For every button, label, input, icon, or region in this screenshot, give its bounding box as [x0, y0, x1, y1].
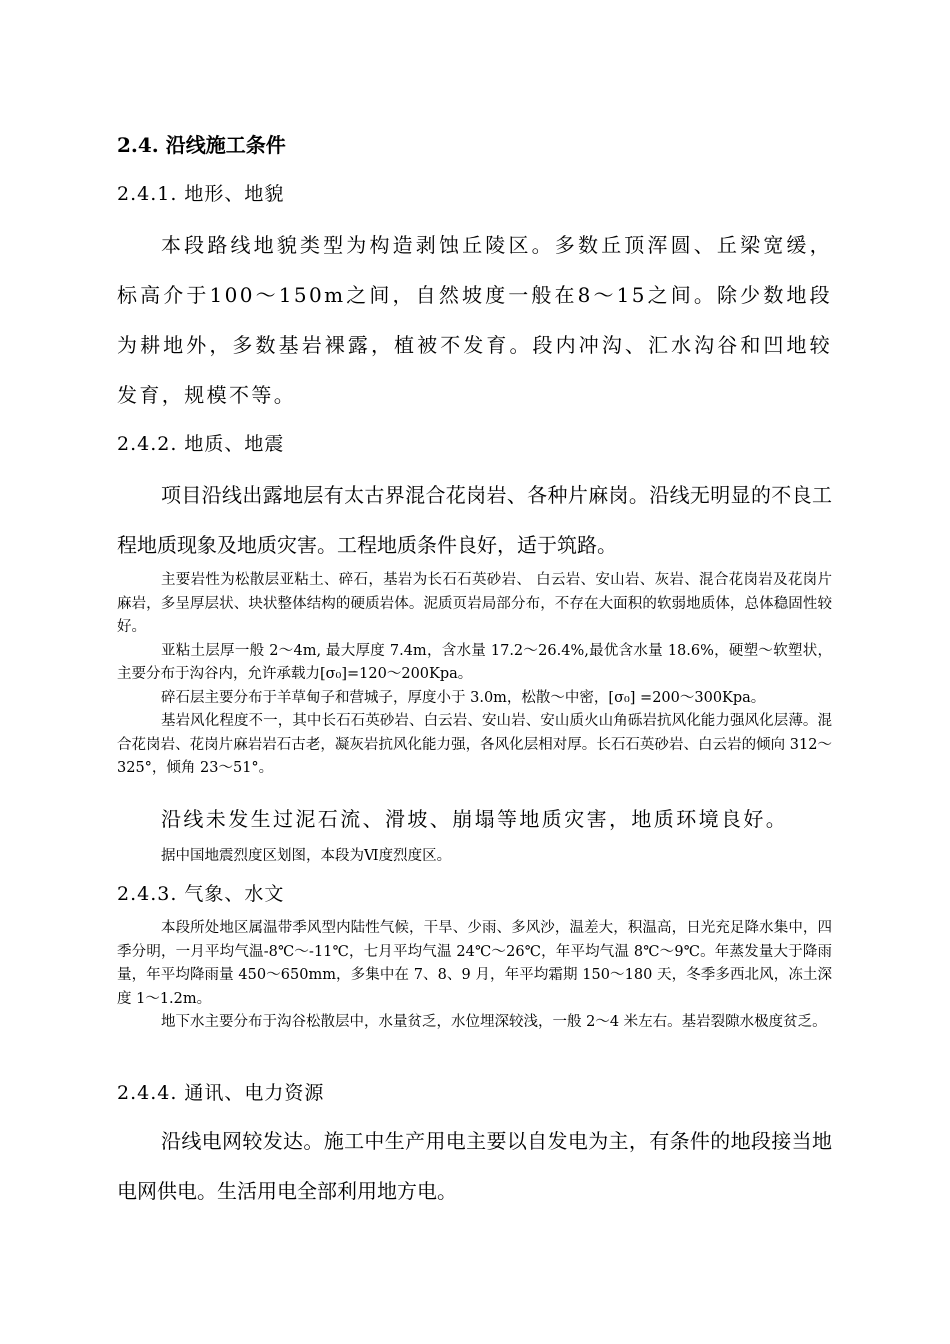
paragraph-hazard [117, 794, 832, 844]
heading-2-4-1: 2.4.1. 地形、地貌 [117, 183, 285, 205]
power-text: 沿线电网较发达。施工中生产用电主要以自发电为主，有条件的地段接当地电网供电。生活用电全部利用地方电。 [117, 1129, 832, 1203]
heading-2-4-3: 2.4.3. 气象、水文 [117, 883, 285, 905]
geology-intro-text: 项目沿线出露地层有太古界混合花岗岩、各种片麻岗。沿线无明显的不良工程地质现象及地质灾害。工程地质条件良好，适于筑路。 [117, 483, 832, 557]
section-title: 2.4. 沿线施工条件 [117, 133, 286, 157]
climate-details [117, 917, 832, 1035]
geology-detail-weathering: 基岩风化程度不一，其中长石石英砂岩、白云岩、安山岩、安山质火山角砾岩抗风化能力强风化层薄。混合花岗岩、花岗片麻岩岩石古老，凝灰岩抗风化能力强，各风化层相对厚。长石石英砂岩、白云岩的倾向 312～325°，倾角 23～51°。 [117, 713, 832, 776]
geology-details [117, 569, 832, 781]
geology-detail-gravel: 碎石层主要分布于羊草甸子和营城子，厚度小于 3.0m，松散～中密，[σ₀] =200～300Kpa。 [161, 689, 766, 706]
paragraph-seismic [117, 845, 832, 869]
geology-detail-clay: 亚粘土层厚一般 2～4m, 最大厚度 7.4m，含水量 17.2～26.4%,最优含水量 18.6%，硬塑～软塑状，主要分布于沟谷内，允许承载力[σ₀]=120～200Kpa。 [117, 642, 832, 682]
paragraph-terrain [117, 220, 832, 420]
seismic-text: 据中国地震烈度区划图，本段为Ⅵ度烈度区。 [161, 848, 452, 864]
heading-2-4-2: 2.4.2. 地质、地震 [117, 433, 285, 455]
heading-2-4-4: 2.4.4. 通讯、电力资源 [117, 1082, 325, 1104]
paragraph-power [117, 1116, 832, 1216]
geology-detail-rock: 主要岩性为松散层亚粘土、碎石，基岩为长石石英砂岩、 白云岩、安山岩、灰岩、混合花岗岩及花岗片麻岩，多呈厚层状、块状整体结构的硬质岩体。泥质页岩局部分布，不存在大面积的软弱地质体，总体稳固性较好。 [117, 572, 832, 635]
paragraph-geology-intro [117, 470, 832, 570]
hazard-text: 沿线未发生过泥石流、滑坡、崩塌等地质灾害，地质环境良好。 [161, 807, 789, 831]
groundwater-text: 地下水主要分布于沟谷松散层中，水量贫乏，水位埋深较浅，一般 2～4 米左右。基岩裂隙水极度贫乏。 [161, 1014, 827, 1030]
terrain-text: 本段路线地貌类型为构造剥蚀丘陵区。多数丘顶浑圆、丘梁宽缓，标高介于100～150m之间，自然坡度一般在8～15之间。除少数地段为耕地外，多数基岩裸露，植被不发育。段内冲沟、汇水沟谷和凹地较发育，规模不等。 [117, 233, 832, 407]
climate-text: 本段所处地区属温带季风型内陆性气候，干旱、少雨、多风沙，温差大，积温高，日光充足降水集中，四季分明，一月平均气温-8℃～-11℃，七月平均气温 24℃～26℃，年平均气温 8℃～9℃。年蒸发量大于降雨量，年平均降雨量 450～650mm，多集中在 7、8、9 月，年平均霜期 150～180 天，冬季多西北风，冻土深度 1～1.2m。 [117, 920, 832, 1007]
